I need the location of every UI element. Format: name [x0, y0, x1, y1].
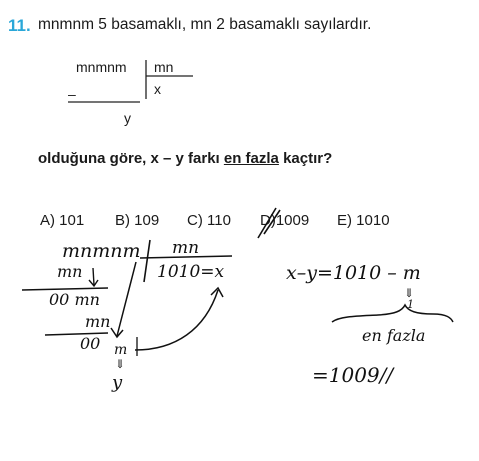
- hand-arrow-down-2: ⇓: [404, 286, 415, 300]
- option-a-letter: A): [40, 212, 55, 229]
- option-c-letter: C): [187, 212, 203, 229]
- hand-step1-sub: mn: [57, 262, 83, 281]
- option-e-letter: E): [337, 212, 352, 229]
- hand-arrow-to-m: [111, 262, 136, 337]
- hand-result: =1009//: [312, 363, 394, 387]
- hand-division-vertical: [144, 240, 150, 282]
- condition-after: kaçtır?: [278, 150, 333, 167]
- division-dividend: mnmnm: [76, 59, 127, 75]
- option-e-value: 1010: [356, 212, 390, 229]
- hand-dividend: mnmnm: [62, 240, 141, 262]
- hand-sub-line-1: [22, 288, 108, 290]
- option-a-value: 101: [59, 212, 85, 229]
- option-c-value: 110: [207, 212, 231, 229]
- question-number: 11.: [8, 16, 31, 35]
- hand-equation: x–y=1010 – m: [286, 262, 421, 284]
- question-stem: mnmnm 5 basamaklı, mn 2 basamaklı sayılardır.: [38, 16, 372, 33]
- hand-quotient: 1010=x: [157, 262, 225, 282]
- hand-curve-arrow: [135, 290, 218, 350]
- condition-before: olduğuna göre, x – y farkı: [38, 150, 224, 167]
- hand-remainder-m: m: [114, 342, 128, 358]
- option-b-letter: B): [115, 212, 130, 229]
- hand-one: 1: [407, 298, 414, 311]
- division-quotient: x: [154, 81, 161, 97]
- option-b-value: 109: [134, 212, 160, 229]
- hand-step1-rem: 00 mn: [49, 290, 100, 309]
- option-d-letter: D): [260, 212, 276, 229]
- hand-remainder-y: y: [112, 372, 123, 393]
- hand-sub-line-2: [45, 333, 108, 335]
- division-divisor: mn: [154, 59, 174, 75]
- division-minus-sign: –: [68, 86, 76, 102]
- hand-small-arrow: [89, 268, 98, 286]
- hand-divisor: mn: [172, 238, 200, 258]
- hand-note: en fazla: [362, 326, 426, 345]
- option-d-value: 1009: [275, 212, 310, 229]
- condition-emphasis: en fazla: [223, 150, 279, 167]
- division-remainder: y: [124, 110, 131, 126]
- hand-step2-rem: 00: [80, 334, 101, 353]
- hand-division-horizontal: [140, 256, 232, 258]
- strike-option-d: [258, 208, 280, 238]
- hand-arrow-down: ⇓: [115, 357, 126, 371]
- hand-step2-sub: mn: [85, 312, 111, 331]
- hand-brace: [332, 305, 453, 322]
